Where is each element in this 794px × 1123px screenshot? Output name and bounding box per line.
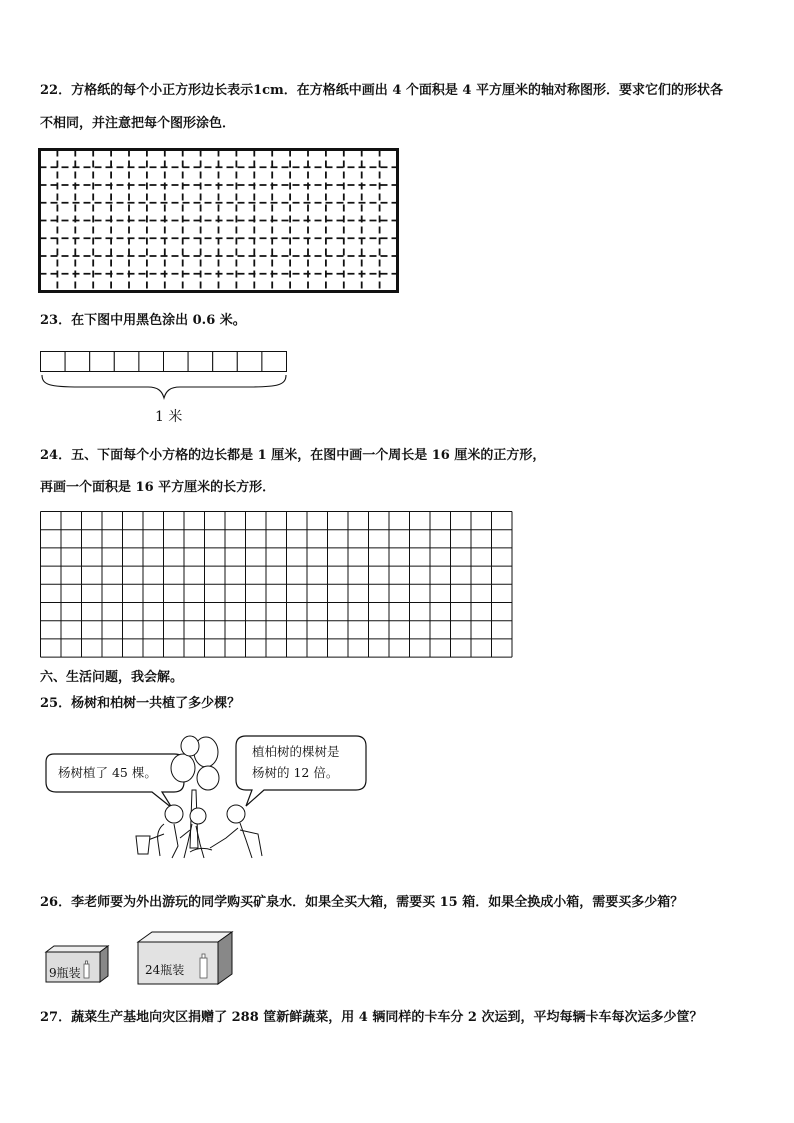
q25-bubble-right-line1: 植柏树的棵树是 xyxy=(252,744,340,759)
q25-bubble-right-line2: 杨树的 12 倍。 xyxy=(252,765,339,780)
q23-meter-strip xyxy=(40,351,292,411)
strip-cell xyxy=(213,352,238,372)
strip-cell xyxy=(114,352,139,372)
q24-grid xyxy=(40,511,516,659)
q22-text-line2: 不相同，并注意把每个图形涂色． xyxy=(40,116,236,131)
small-box-label: 9瓶装 xyxy=(49,966,81,980)
big-box-label: 24瓶装 xyxy=(145,963,185,977)
q27-text: 27．蔬菜生产基地向灾区捐赠了 288 筐新鲜蔬菜，用 4 辆同样的卡车分 2 次运到，平均每辆卡车每次运多少筐？ xyxy=(40,1010,703,1025)
strip-cell xyxy=(139,352,164,372)
strip-cell xyxy=(41,352,66,372)
strip-cell xyxy=(164,352,189,372)
strip-cell xyxy=(90,352,115,372)
q25-text: 25．杨树和柏树一共植了多少棵？ xyxy=(40,696,241,711)
q24-text-line2: 再画一个面积是 16 平方厘米的长方形． xyxy=(40,480,276,495)
q26-text: 26．李老师要为外出游玩的同学购买矿泉水．如果全买大箱，需要买 15 箱．如果全换成小箱，需要买多少箱？ xyxy=(40,895,684,910)
q25-bubble-left-text: 杨树植了 45 棵。 xyxy=(58,765,157,780)
strip-cell xyxy=(237,352,262,372)
strip-cell xyxy=(188,352,213,372)
q23-brace-label: 1 米 xyxy=(155,409,183,425)
q24-text-line1: 24．五、下面每个小方格的边长都是 1 厘米，在图中画一个周长是 16 厘米的正方形， xyxy=(40,448,546,463)
strip-cell xyxy=(262,352,287,372)
strip-cell xyxy=(65,352,90,372)
q23-brace xyxy=(42,375,286,398)
q22-text-line1: 22．方格纸的每个小正方形边长表示1cm．在方格纸中画出 4 个面积是 4 平方厘米的轴对称图形．要求它们的形状各 xyxy=(40,83,724,98)
section6-title: 六、生活问题，我会解。 xyxy=(40,670,184,685)
q23-text: 23．在下图中用黑色涂出 0.6 米。 xyxy=(40,313,246,328)
q22-dashed-grid xyxy=(38,148,400,294)
